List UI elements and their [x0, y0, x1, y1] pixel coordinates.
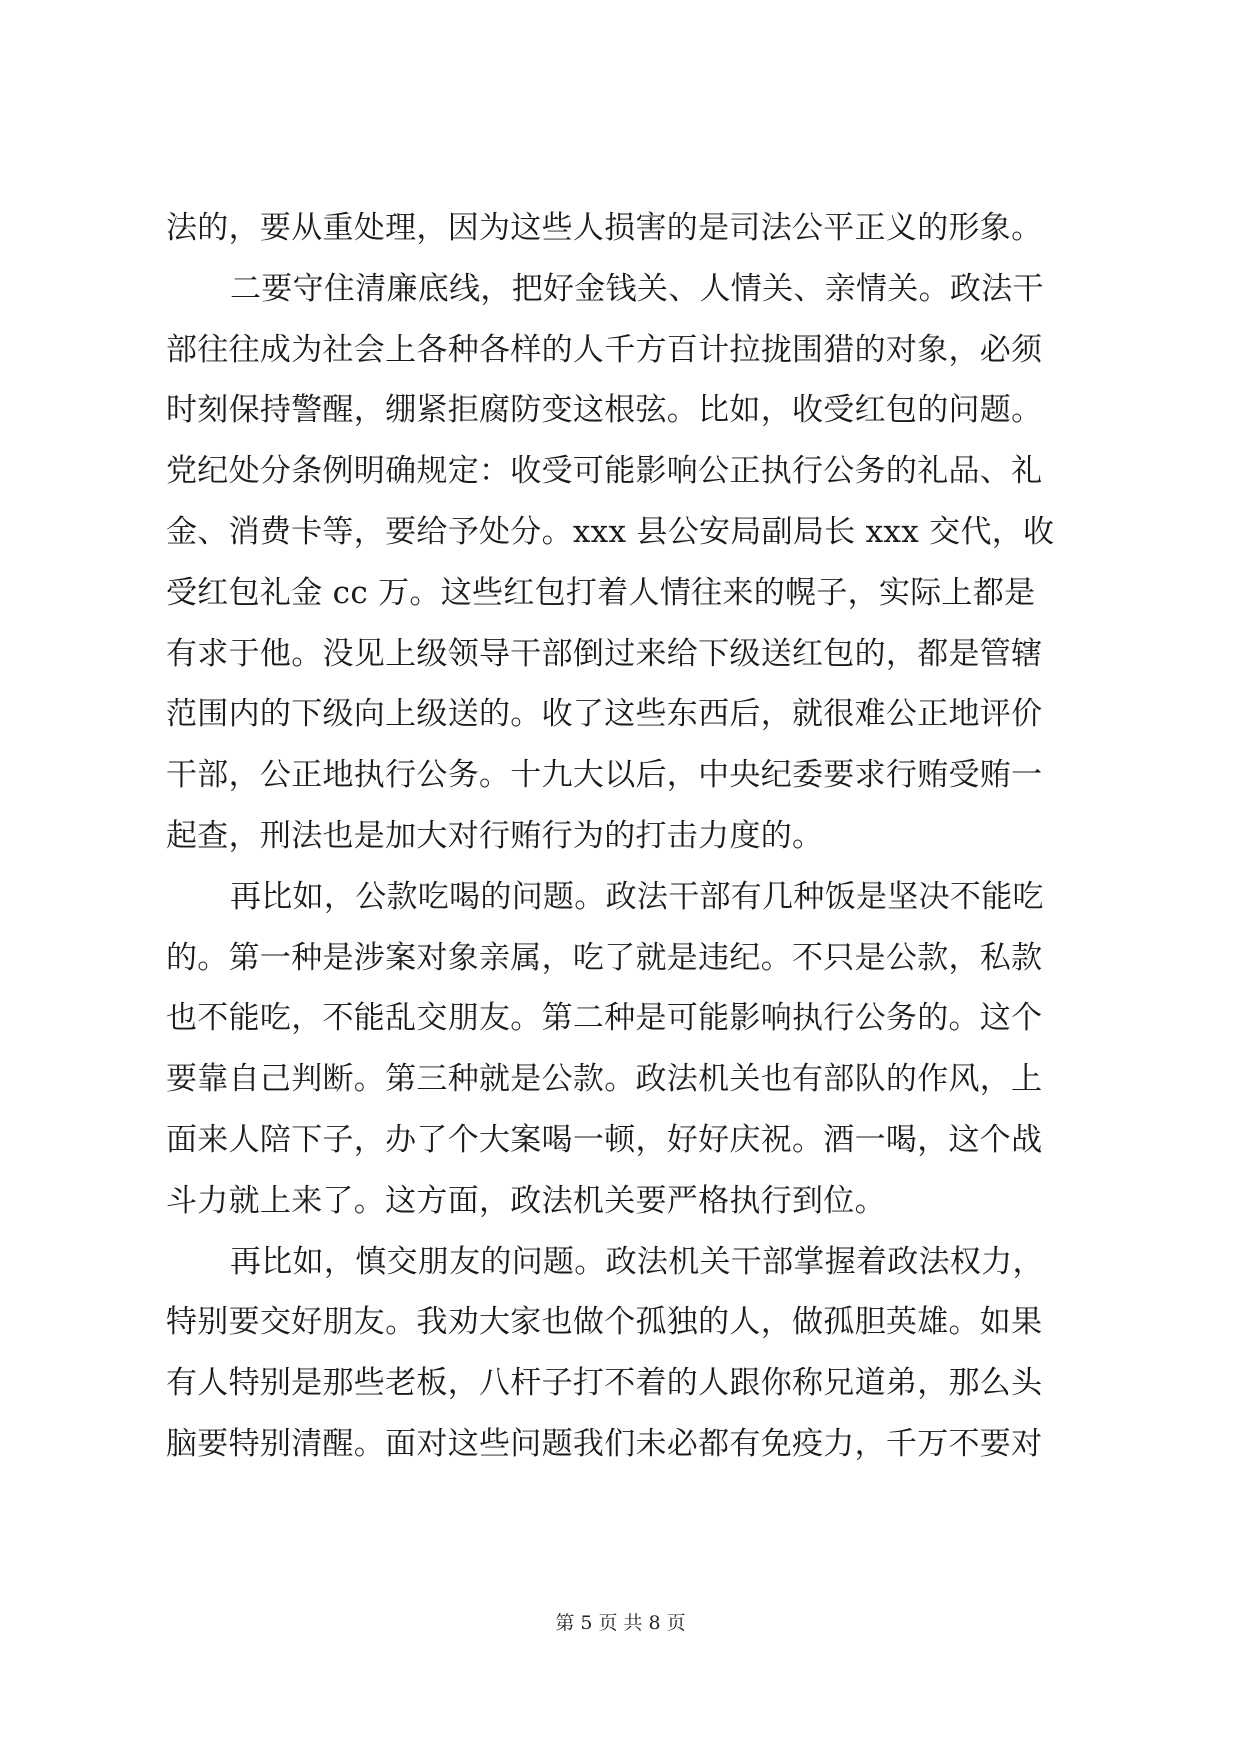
text-line: 党纪处分条例明确规定：收受可能影响公正执行公务的礼品、礼 [166, 453, 1043, 490]
text-line: 的。第一种是涉案对象亲属，吃了就是违纪。不只是公款，私款 [166, 939, 1043, 976]
text-line: 脑要特别清醒。面对这些问题我们未必都有免疫力，千万不要对 [166, 1425, 1043, 1462]
document-body [166, 198, 1082, 1475]
text-line: 要靠自己判断。第三种就是公款。政法机关也有部队的作风，上 [166, 1061, 1043, 1098]
text-line: 斗力就上来了。这方面，政法机关要严格执行到位。 [166, 1182, 886, 1219]
text-line: 再比如，慎交朋友的问题。政法机关干部掌握着政法权力， [230, 1243, 1044, 1280]
text-line: 受红包礼金 cc 万。这些红包打着人情往来的幌子，实际上都是 [166, 574, 1036, 611]
text-line: 再比如，公款吃喝的问题。政法干部有几种饭是坚决不能吃 [230, 878, 1044, 915]
text-line: 干部，公正地执行公务。十九大以后，中央纪委要求行贿受贿一 [166, 757, 1043, 794]
text-line: 时刻保持警醒，绷紧拒腐防变这根弦。比如，收受红包的问题。 [166, 392, 1043, 429]
text-line: 特别要交好朋友。我劝大家也做个孤独的人，做孤胆英雄。如果 [166, 1304, 1043, 1341]
text-line: 有求于他。没见上级领导干部倒过来给下级送红包的，都是管辖 [166, 635, 1043, 672]
paragraph-3 [166, 867, 1082, 1232]
paragraph-2 [166, 259, 1082, 867]
text-line: 起查，刑法也是加大对行贿行为的打击力度的。 [166, 817, 824, 854]
text-line: 范围内的下级向上级送的。收了这些东西后，就很难公正地评价 [166, 696, 1043, 733]
text-line: 面来人陪下子，办了个大案喝一顿，好好庆祝。酒一喝，这个战 [166, 1121, 1043, 1158]
text-line: 法的，要从重处理，因为这些人损害的是司法公平正义的形象。 [166, 210, 1043, 246]
page-number-footer: 第 5 页 共 8 页 [555, 1612, 686, 1634]
text-line: 部往往成为社会上各种各样的人千方百计拉拢围猎的对象，必须 [166, 331, 1043, 368]
text-line: 也不能吃，不能乱交朋友。第二种是可能影响执行公务的。这个 [166, 1000, 1043, 1037]
text-line: 二要守住清廉底线，把好金钱关、人情关、亲情关。政法干 [230, 270, 1044, 307]
paragraph-4 [166, 1232, 1082, 1475]
text-line: 金、消费卡等，要给予处分。xxx 县公安局副局长 xxx 交代，收 [166, 513, 1055, 550]
paragraph-1 [166, 198, 1082, 259]
text-line: 有人特别是那些老板，八杆子打不着的人跟你称兄道弟，那么头 [166, 1365, 1043, 1402]
